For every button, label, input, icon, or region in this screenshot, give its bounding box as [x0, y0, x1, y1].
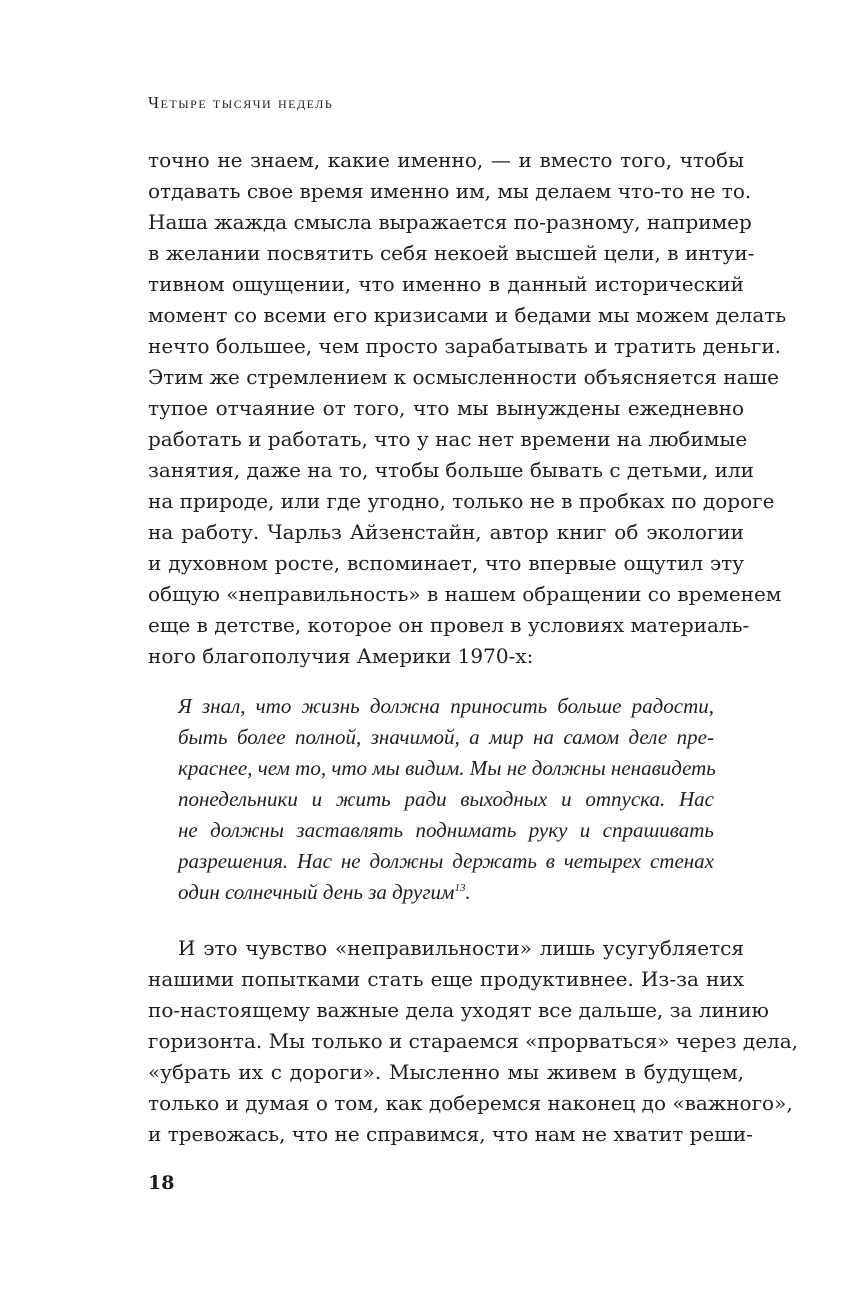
text-line: еще в детстве, которое он провел в условиях материаль- — [148, 613, 750, 637]
text-line: И это чувство «неправильности» лишь усугубляется — [178, 936, 744, 960]
text-line: момент со всеми его кризисами и бедами мы можем делать — [148, 303, 787, 327]
text-line: ного благополучия Америки 1970-х: — [148, 644, 534, 668]
text-line: только и думая о том, как доберемся наконец до «важного», — [148, 1091, 793, 1115]
text-line: тивном ощущении, что именно в данный исторический — [148, 272, 744, 296]
quote-end-punctuation: . — [465, 880, 471, 904]
text-line: нечто большее, чем просто зарабатывать и тратить деньги. — [148, 334, 782, 358]
text-line: в желании посвятить себя некоей высшей цели, в интуи- — [148, 241, 755, 265]
quote-line-text: один солнечный день за другим — [178, 880, 455, 904]
quote-line: быть более полной, значимой, а мир на самом деле пре- — [178, 725, 714, 749]
quote-line: разрешения. Нас не должны держать в четырех стенах — [178, 849, 714, 873]
footnote-marker[interactable]: 13 — [454, 882, 466, 894]
quote-last-line — [178, 877, 714, 907]
text-line: горизонта. Мы только и стараемся «прорваться» через дела, — [148, 1029, 799, 1053]
quote-line: Я знал, что жизнь должна приносить больше радости, — [178, 694, 714, 718]
text-line: тупое отчаяние от того, что мы вынуждены ежедневно — [148, 396, 744, 420]
text-line: «убрать их с дороги». Мысленно мы живем в будущем, — [148, 1060, 744, 1084]
quote-line: понедельники и жить ради выходных и отпуска. Нас — [178, 787, 714, 811]
text-line: отдавать свое время именно им, мы делаем что-то не то. — [148, 179, 752, 203]
text-line: Наша жажда смысла выражается по-разному, например — [148, 210, 752, 234]
text-line: на работу. Чарльз Айзенстайн, автор книг об экологии — [148, 520, 744, 544]
text-line: нашими попытками стать еще продуктивнее. Из-за них — [148, 967, 744, 991]
text-line: по-настоящему важные дела уходят все дальше, за линию — [148, 998, 769, 1022]
text-line: на природе, или где угодно, только не в пробках по дороге — [148, 489, 775, 513]
text-line: и духовном росте, вспоминает, что впервые ощутил эту — [148, 551, 744, 575]
quote-line: не должны заставлять поднимать руку и спрашивать — [178, 818, 714, 842]
quote-line: краснее, чем то, что мы видим. Мы не должны ненавидеть — [178, 756, 716, 780]
text-line: работать и работать, что у нас нет времени на любимые — [148, 427, 748, 451]
text-line: точно не знаем, какие именно, — и вместо того, чтобы — [148, 148, 744, 172]
text-line: общую «неправильность» в нашем обращении со временем — [148, 582, 782, 606]
text-line: занятия, даже на то, чтобы больше бывать с детьми, или — [148, 458, 754, 482]
running-header-title: Четыре тысячи недель — [148, 93, 334, 112]
text-line: Этим же стремлением к осмысленности объясняется наше — [148, 365, 779, 389]
text-line: и тревожась, что не справимся, что нам не хватит реши- — [148, 1122, 753, 1146]
page-number: 18 — [148, 1172, 175, 1194]
